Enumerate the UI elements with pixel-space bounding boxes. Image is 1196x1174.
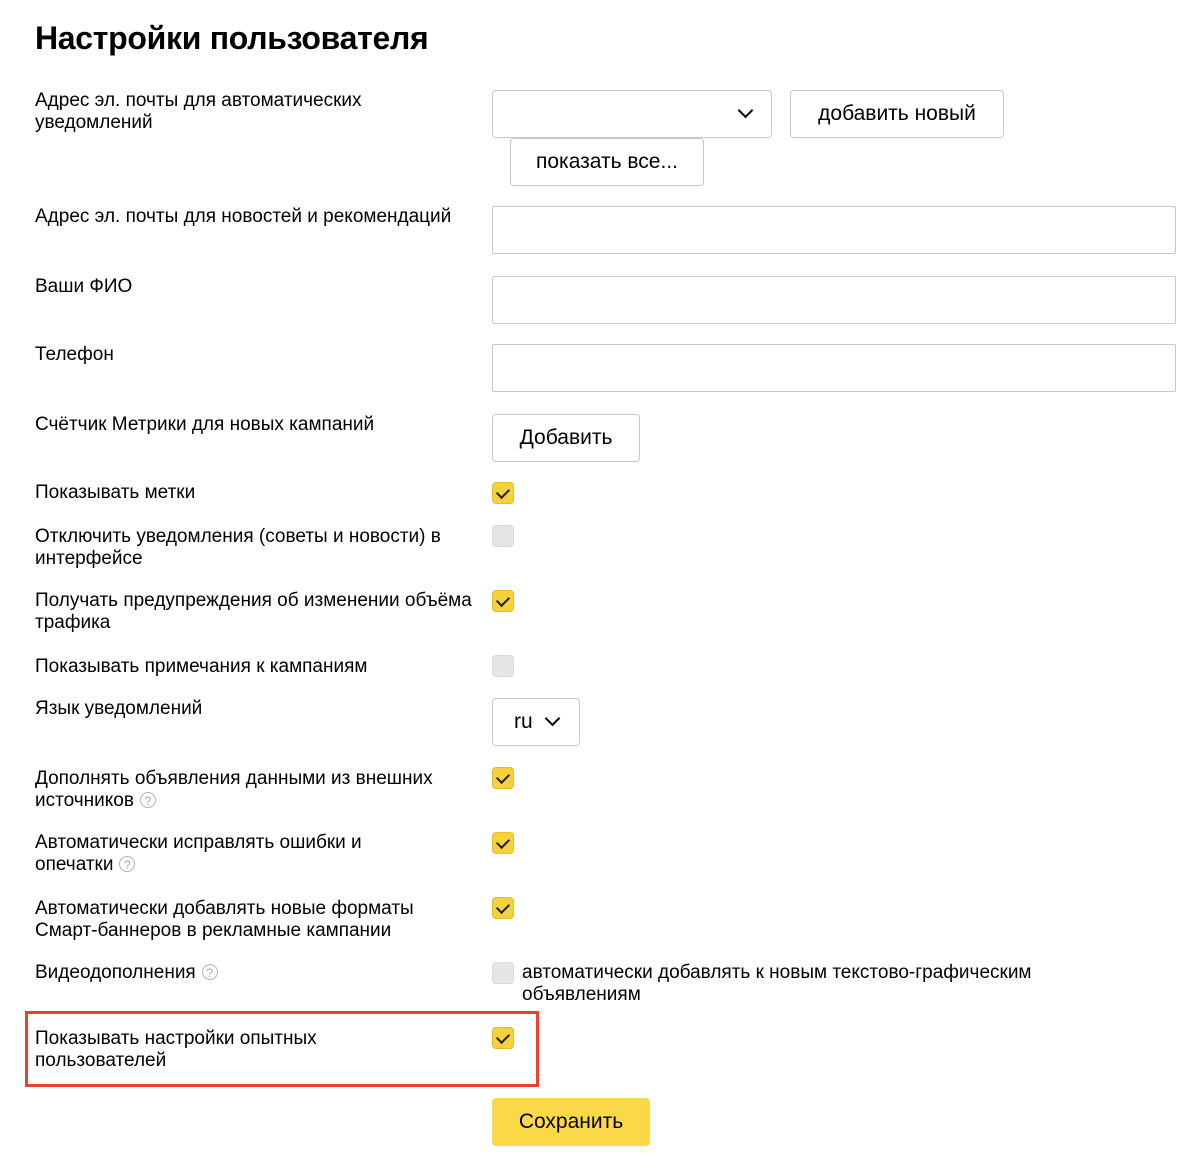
help-icon[interactable]: ? — [140, 792, 156, 808]
video-additions-label — [35, 962, 475, 984]
campaign-notes-checkbox[interactable] — [492, 655, 514, 677]
traffic-warnings-label: Получать предупреждения об изменении объёма трафика — [35, 590, 472, 633]
phone-label: Телефон — [35, 344, 114, 365]
show-tags-label: Показывать метки — [35, 482, 196, 503]
page-title: Настройки пользователя — [35, 20, 429, 56]
full-name-input[interactable] — [492, 276, 1176, 324]
campaign-notes-label: Показывать примечания к кампаниям — [35, 656, 368, 677]
external-data-checkbox[interactable] — [492, 767, 514, 789]
disable-notifications-label: Отключить уведомления (советы и новости) в интерфейсе — [35, 526, 441, 569]
video-additions-checkbox[interactable] — [492, 962, 514, 984]
disable-notifications-checkbox[interactable] — [492, 525, 514, 547]
smart-banners-label: Автоматически добавлять новые форматы Смарт-баннеров в рекламные кампании — [35, 898, 414, 941]
smart-banners-checkbox[interactable] — [492, 897, 514, 919]
autocorrect-checkbox[interactable] — [492, 832, 514, 854]
show-all-emails-button[interactable]: показать все... — [510, 138, 704, 186]
advanced-settings-checkbox[interactable] — [492, 1027, 514, 1049]
notify-email-label: Адрес эл. почты для автоматических уведомлений — [35, 90, 362, 133]
video-additions-label-text: Видеодополнения — [35, 962, 196, 983]
check-icon — [496, 1030, 510, 1044]
advanced-settings-label: Показывать настройки опытных пользователей — [35, 1028, 317, 1071]
chevron-down-icon — [545, 711, 561, 727]
show-tags-checkbox[interactable] — [492, 482, 514, 504]
news-email-input[interactable] — [492, 206, 1176, 254]
autocorrect-label — [35, 832, 435, 876]
check-icon — [496, 770, 510, 784]
notify-email-select[interactable] — [492, 90, 772, 138]
notify-language-value: ru — [514, 710, 533, 733]
autocorrect-label-text: Автоматически исправлять ошибки и опечатки — [35, 832, 362, 875]
traffic-warnings-checkbox[interactable] — [492, 590, 514, 612]
help-icon[interactable]: ? — [202, 964, 218, 980]
check-icon — [496, 485, 510, 499]
full-name-label: Ваши ФИО — [35, 276, 133, 297]
add-metrika-counter-button[interactable]: Добавить — [492, 414, 640, 462]
check-icon — [496, 593, 510, 607]
metrika-counter-label: Счётчик Метрики для новых кампаний — [35, 414, 375, 435]
help-icon[interactable]: ? — [119, 856, 135, 872]
notify-language-label: Язык уведомлений — [35, 698, 203, 719]
add-new-email-button[interactable]: добавить новый — [790, 90, 1004, 138]
chevron-down-icon — [738, 103, 754, 119]
check-icon — [496, 900, 510, 914]
external-data-label — [35, 768, 475, 812]
external-data-label-text: Дополнять объявления данными из внешних источников — [35, 768, 433, 811]
video-additions-option-label: автоматически добавлять к новым текстово-графическим объявлениям — [522, 962, 1032, 1005]
notify-language-select[interactable] — [492, 698, 580, 746]
phone-input[interactable] — [492, 344, 1176, 392]
check-icon — [496, 835, 510, 849]
save-button[interactable]: Сохранить — [492, 1098, 650, 1146]
news-email-label: Адрес эл. почты для новостей и рекомендаций — [35, 206, 452, 227]
